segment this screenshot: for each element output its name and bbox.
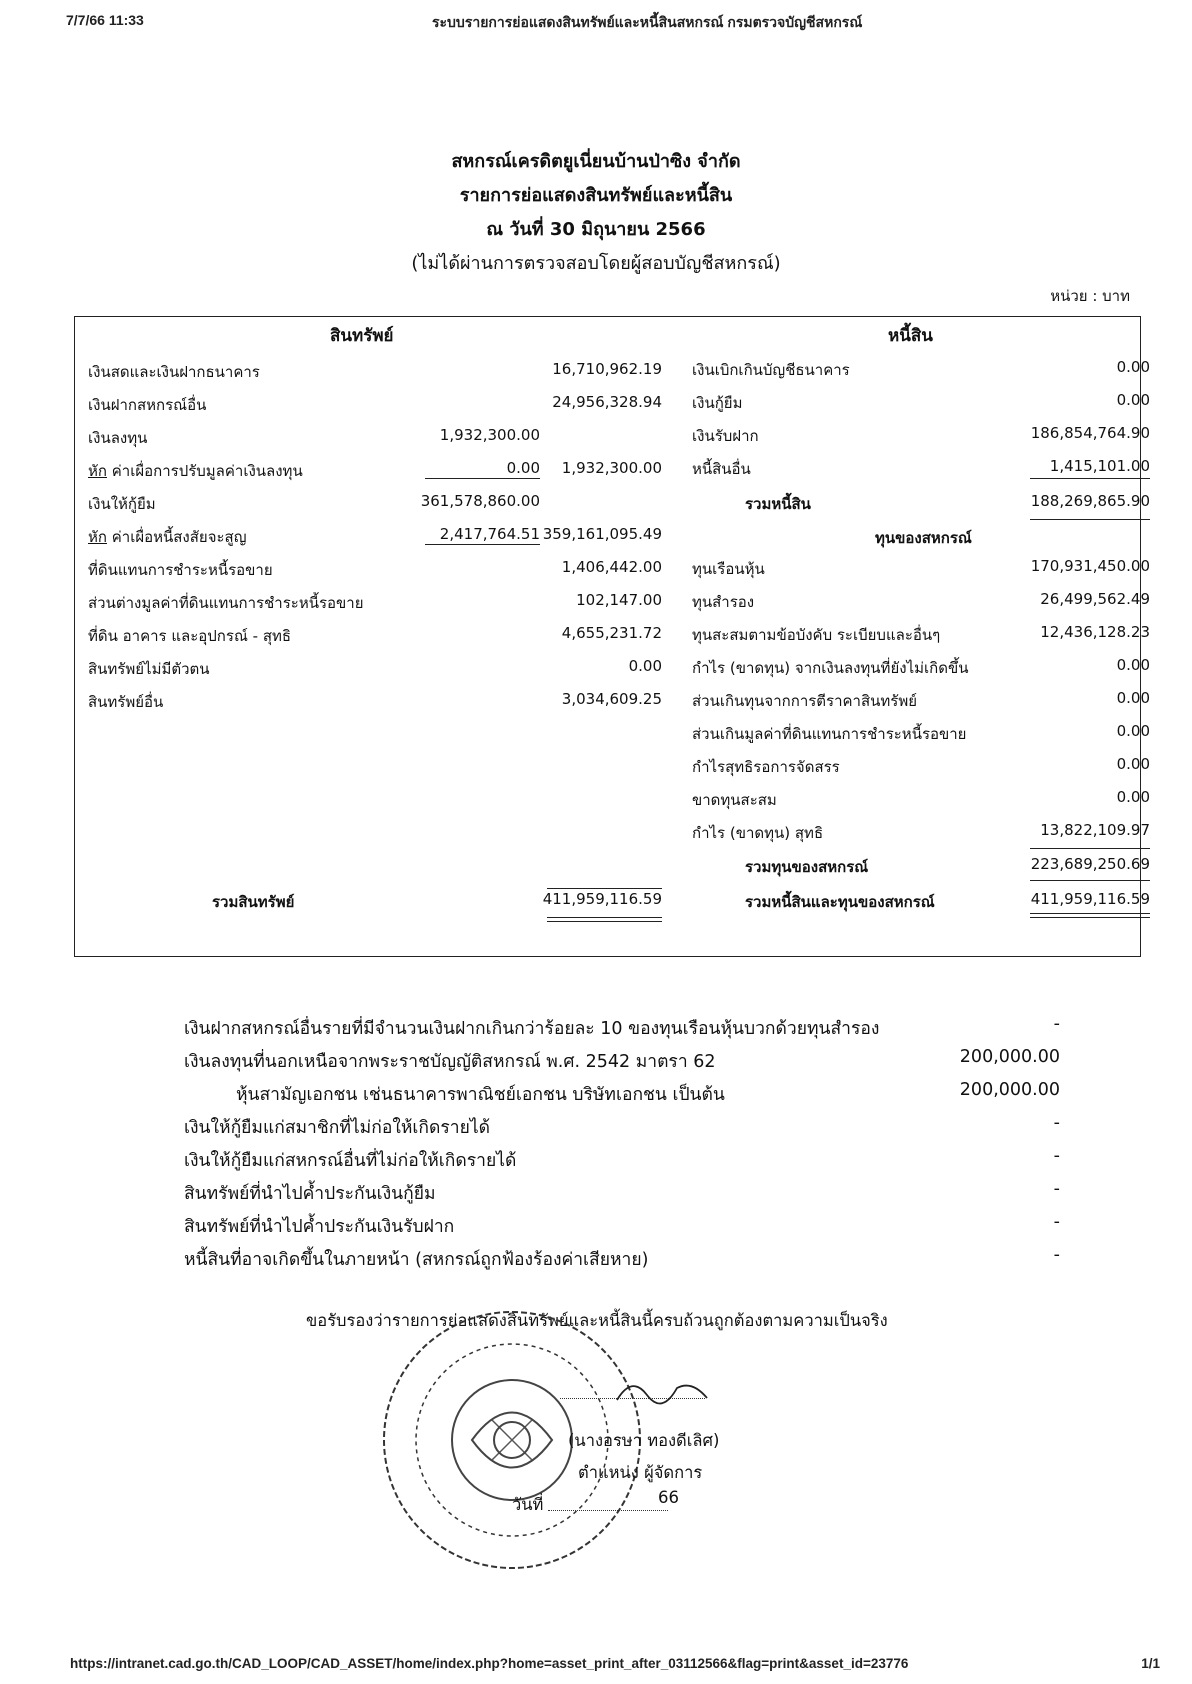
audit-note: (ไม่ได้ผ่านการตรวจสอบโดยผู้สอบบัญชีสหกรณ์) <box>411 253 781 274</box>
asset-label-text: เงินให้กู้ยืม <box>88 495 156 513</box>
underline-loans <box>425 544 540 545</box>
asset-amount: 4,655,231.72 <box>561 624 662 642</box>
asset-row-label <box>88 591 364 615</box>
asset-row-label <box>88 360 260 384</box>
signer-name: (นางอรษา ทองดีเลิศ) <box>568 1431 720 1450</box>
asset-amount: 102,147.00 <box>576 591 662 609</box>
underline-net-profit <box>1030 848 1150 849</box>
signer-position: ตำแหน่ง ผู้จัดการ <box>578 1463 703 1482</box>
asset-amount: 0.00 <box>628 657 662 675</box>
equity-row-amount: 26,499,562.49 <box>1040 590 1150 608</box>
asset-label-text: เงินสดและเงินฝากธนาคาร <box>88 363 260 381</box>
asset-label-text: สินทรัพย์ไม่มีตัวตน <box>88 660 210 678</box>
liability-row-label: หนี้สินอื่น <box>692 460 751 478</box>
assets-heading: สินทรัพย์ <box>330 326 394 346</box>
equity-row-label: ทุนสะสมตามข้อบังคับ ระเบียบและอื่นๆ <box>692 626 941 644</box>
asset-sub-amount: 2,417,764.51 <box>439 525 540 543</box>
note-value: - <box>1053 1113 1060 1133</box>
equity-row-amount: 0.00 <box>1116 788 1150 806</box>
date-line <box>548 1510 668 1511</box>
asset-label-text: ส่วนต่างมูลค่าที่ดินแทนการชำระหนี้รอขาย <box>88 594 364 612</box>
note-label: สินทรัพย์ที่นำไปค้ำประกันเงินรับฝาก <box>184 1217 455 1237</box>
equity-row-amount: 170,931,450.00 <box>1030 557 1150 575</box>
note-value: - <box>1053 1179 1060 1199</box>
note-label: หุ้นสามัญเอกชน เช่นธนาคารพาณิชย์เอกชน บริษัทเอกชน เป็นต้น <box>236 1085 725 1105</box>
asset-label-text: ที่ดินแทนการชำระหนี้รอขาย <box>88 561 273 579</box>
liabilities-total-label: รวมหนี้สิน <box>745 495 811 513</box>
grand-total-value: 411,959,116.59 <box>1030 890 1150 908</box>
print-datetime: 7/7/66 11:33 <box>66 12 144 28</box>
asset-label-text: ค่าเผื่อหนี้สงสัยจะสูญ <box>106 528 247 546</box>
asset-amount: 1,932,300.00 <box>561 459 662 477</box>
underline-equity-total <box>1030 880 1150 881</box>
equity-row-amount: 0.00 <box>1116 722 1150 740</box>
date-label: วันที่ <box>512 1495 544 1514</box>
footer-url: https://intranet.cad.go.th/CAD_LOOP/CAD_ASSET/home/index.php?home=asset_print_after_03112566&flag=print&asset_id=23776 <box>70 1656 909 1671</box>
report-title: รายการย่อแสดงสินทรัพย์และหนี้สิน <box>459 185 733 206</box>
asset-amount: 16,710,962.19 <box>552 360 662 378</box>
note-label: เงินฝากสหกรณ์อื่นรายที่มีจำนวนเงินฝากเกินกว่าร้อยละ 10 ของทุนเรือนหุ้นบวกด้วยทุนสำรอง <box>184 1019 880 1039</box>
grand-total-label: รวมหนี้สินและทุนของสหกรณ์ <box>745 893 935 911</box>
liability-row-amount: 0.00 <box>1116 391 1150 409</box>
asset-row-label <box>88 459 303 483</box>
asset-amount: 24,956,328.94 <box>552 393 662 411</box>
assets-total-value: 411,959,116.59 <box>542 890 662 908</box>
note-value: 200,000.00 <box>959 1080 1060 1100</box>
liability-row-amount: 0.00 <box>1116 358 1150 376</box>
signature-mark <box>612 1370 722 1410</box>
equity-row-label: ทุนเรือนหุ้น <box>692 560 765 578</box>
liability-row-label: เงินรับฝาก <box>692 427 759 445</box>
asset-row-label <box>88 492 156 516</box>
unit-label: หน่วย : บาท <box>1050 287 1130 305</box>
double-underline-assets-total <box>547 917 662 922</box>
note-value: 200,000.00 <box>959 1047 1060 1067</box>
equity-row-label: ส่วนเกินทุนจากการตีราคาสินทรัพย์ <box>692 692 917 710</box>
note-value: - <box>1053 1245 1060 1265</box>
liability-row-amount: 1,415,101.00 <box>1049 457 1150 475</box>
asset-row-label <box>88 393 206 417</box>
double-underline-grand-total <box>1030 913 1150 918</box>
asset-label-text: ที่ดิน อาคาร และอุปกรณ์ - สุทธิ <box>88 627 292 645</box>
note-label: เงินลงทุนที่นอกเหนือจากพระราชบัญญัติสหกรณ์ พ.ศ. 2542 มาตรา 62 <box>184 1052 716 1072</box>
asset-sub-amount: 1,932,300.00 <box>439 426 540 444</box>
asset-row-label <box>88 558 273 582</box>
underline-investment <box>425 478 540 479</box>
equity-row-label: ทุนสำรอง <box>692 593 755 611</box>
system-title: ระบบรายการย่อแสดงสินทรัพย์และหนี้สินสหกรณ์ กรมตรวจบัญชีสหกรณ์ <box>432 14 863 30</box>
asset-label-text: ค่าเผื่อการปรับมูลค่าเงินลงทุน <box>106 462 303 480</box>
asset-row-label <box>88 690 163 714</box>
asset-row-label <box>88 624 291 648</box>
equity-row-label: กำไรสุทธิรอการจัดสรร <box>692 758 840 776</box>
asset-amount: 3,034,609.25 <box>561 690 662 708</box>
note-label: สินทรัพย์ที่นำไปค้ำประกันเงินกู้ยืม <box>184 1184 436 1204</box>
note-value: - <box>1053 1014 1060 1034</box>
equity-total-label: รวมทุนของสหกรณ์ <box>745 858 869 876</box>
footer-page: 1/1 <box>1141 1656 1160 1671</box>
equity-row-label: ส่วนเกินมูลค่าที่ดินแทนการชำระหนี้รอขาย <box>692 725 967 743</box>
note-label: เงินให้กู้ยืมแก่สมาชิกที่ไม่ก่อให้เกิดรายได้ <box>184 1118 490 1138</box>
equity-row-label: กำไร (ขาดทุน) จากเงินลงทุนที่ยังไม่เกิดขึ้น <box>692 659 969 677</box>
less-prefix: หัก <box>88 462 107 480</box>
liability-row-label: เงินกู้ยืม <box>692 394 743 412</box>
org-name: สหกรณ์เครดิตยูเนี่ยนบ้านป่าซิง จำกัด <box>451 151 741 172</box>
asset-label-text: สินทรัพย์อื่น <box>88 693 164 711</box>
liabilities-total-value: 188,269,865.90 <box>1030 492 1150 510</box>
liability-row-amount: 186,854,764.90 <box>1030 424 1150 442</box>
note-label: หนี้สินที่อาจเกิดขึ้นในภายหน้า (สหกรณ์ถูกฟ้องร้องค่าเสียหาย) <box>184 1250 649 1270</box>
less-prefix: หัก <box>88 528 107 546</box>
asset-label-text: เงินฝากสหกรณ์อื่น <box>88 396 207 414</box>
asset-sub-amount: 0.00 <box>506 459 540 477</box>
equity-row-amount: 0.00 <box>1116 755 1150 773</box>
asset-amount: 1,406,442.00 <box>561 558 662 576</box>
equity-row-amount: 0.00 <box>1116 656 1150 674</box>
asset-row-label <box>88 426 147 450</box>
equity-total-value: 223,689,250.69 <box>1030 855 1150 873</box>
equity-row-label: ขาดทุนสะสม <box>692 791 777 809</box>
asset-row-label <box>88 525 246 549</box>
asset-row-label <box>88 657 210 681</box>
liability-row-label: เงินเบิกเกินบัญชีธนาคาร <box>692 361 850 379</box>
asset-amount: 359,161,095.49 <box>542 525 662 543</box>
liabilities-heading: หนี้สิน <box>888 326 933 346</box>
underline-liabilities-total <box>1030 519 1150 520</box>
note-label: เงินให้กู้ยืมแก่สหกรณ์อื่นที่ไม่ก่อให้เกิดรายได้ <box>184 1151 517 1171</box>
underline-assets-total-top <box>547 888 662 889</box>
equity-row-label: กำไร (ขาดทุน) สุทธิ <box>692 824 824 842</box>
certification-statement: ขอรับรองว่ารายการย่อแสดงสินทรัพย์และหนี้สินนี้ครบถ้วนถูกต้องตามความเป็นจริง <box>306 1311 888 1330</box>
equity-row-amount: 13,822,109.97 <box>1040 821 1150 839</box>
underline-other-liabilities <box>1030 478 1150 479</box>
asset-label-text: เงินลงทุน <box>88 429 148 447</box>
report-date: ณ วันที่ 30 มิถุนายน 2566 <box>486 219 706 240</box>
equity-row-amount: 12,436,128.23 <box>1040 623 1150 641</box>
date-value: 66 <box>658 1488 679 1507</box>
assets-total-label: รวมสินทรัพย์ <box>212 893 295 911</box>
equity-row-amount: 0.00 <box>1116 689 1150 707</box>
note-value: - <box>1053 1146 1060 1166</box>
note-value: - <box>1053 1212 1060 1232</box>
equity-heading: ทุนของสหกรณ์ <box>875 529 972 547</box>
asset-sub-amount: 361,578,860.00 <box>420 492 540 510</box>
